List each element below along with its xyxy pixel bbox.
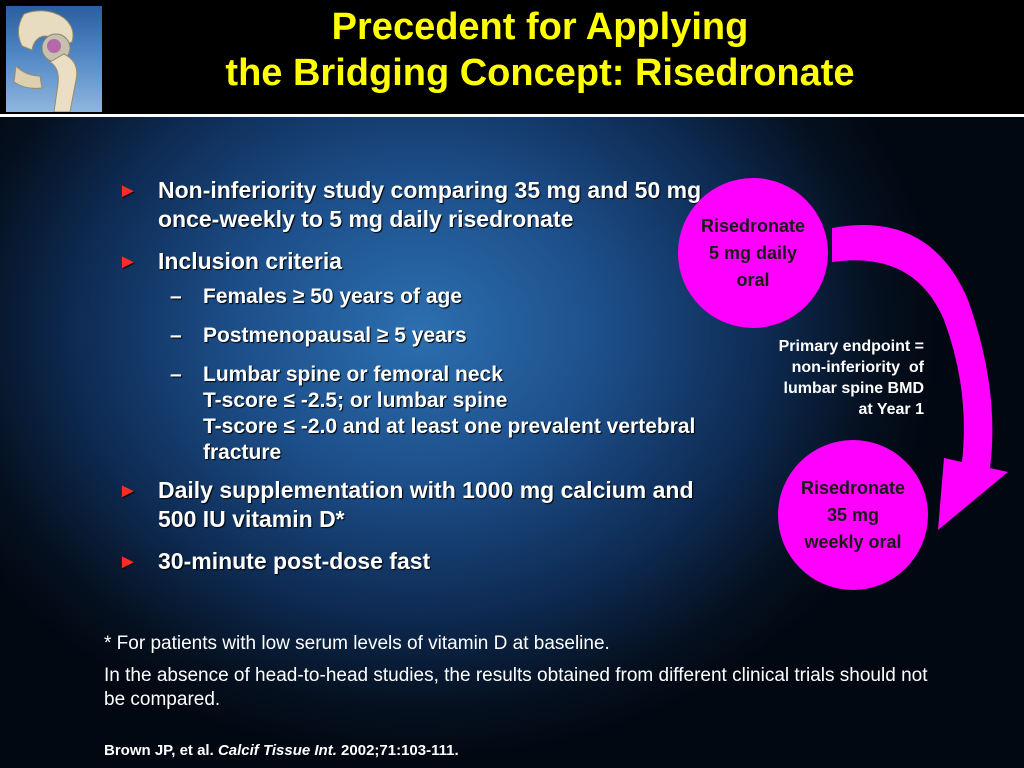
reference-citation bbox=[104, 742, 459, 759]
sub-bullet-text: Postmenopausal ≥ 5 years bbox=[203, 324, 467, 347]
circle-text-line-1: Risedronate bbox=[700, 215, 806, 236]
endpoint-line-4: at Year 1 bbox=[858, 401, 924, 418]
circle-daily-dose bbox=[678, 178, 828, 328]
sub-bullet-text-line-2: T-score ≤ -2.5; or lumbar spine bbox=[203, 389, 508, 412]
footnotes bbox=[104, 632, 934, 712]
circle-weekly-dose bbox=[778, 440, 928, 590]
bullet-text: Daily supplementation with 1000 mg calcium and 500 IU vitamin D* bbox=[158, 477, 694, 532]
bullet-arrow-icon: ► bbox=[118, 251, 138, 273]
endpoint-line-1: Primary endpoint = bbox=[778, 338, 924, 355]
dash-icon: – bbox=[170, 324, 182, 347]
title-line-1: Precedent for Applying bbox=[331, 6, 749, 48]
sub-bullet-text: Females ≥ 50 years of age bbox=[203, 285, 463, 308]
bullet-text: 30-minute post-dose fast bbox=[158, 548, 431, 574]
title-line-2: the Bridging Concept: Risedronate bbox=[225, 52, 855, 94]
dash-icon: – bbox=[170, 363, 182, 386]
dash-icon: – bbox=[170, 285, 182, 308]
sub-bullet-text-line-3: T-score ≤ -2.0 and at least one prevalent vertebral fracture bbox=[203, 415, 696, 464]
bullet-arrow-icon: ► bbox=[118, 180, 138, 202]
circle-text-line-2: 35 mg bbox=[826, 504, 880, 525]
reference-journal: Calcif Tissue Int. bbox=[217, 742, 337, 759]
circle-text-line-1: Risedronate bbox=[800, 477, 906, 498]
endpoint-line-3: lumbar spine BMD bbox=[783, 380, 924, 397]
bullet-arrow-icon: ► bbox=[118, 480, 138, 502]
reference-authors: Brown JP, et al. bbox=[104, 742, 218, 759]
sub-bullet-text-line-1: Lumbar spine or femoral neck bbox=[203, 363, 503, 386]
bullet-text: Non-inferiority study comparing 35 mg and 50 mg once-weekly to 5 mg daily risedronate bbox=[158, 177, 702, 232]
bullet-text: Inclusion criteria bbox=[158, 248, 343, 274]
bullet-arrow-icon: ► bbox=[118, 551, 138, 573]
circle-text-line-3: oral bbox=[736, 269, 770, 290]
primary-endpoint-label bbox=[712, 336, 924, 420]
footnote-disclaimer: In the absence of head-to-head studies, the results obtained from different clinical trials should not be compared. bbox=[104, 665, 928, 710]
reference-details: 2002;71:103-111. bbox=[336, 742, 459, 759]
circle-text-line-3: weekly oral bbox=[804, 531, 902, 552]
endpoint-line-2: non-inferiority of bbox=[791, 359, 924, 376]
circle-text-line-2: 5 mg daily bbox=[708, 242, 798, 263]
footnote-vitamin-d: * For patients with low serum levels of vitamin D at baseline. bbox=[104, 633, 610, 654]
